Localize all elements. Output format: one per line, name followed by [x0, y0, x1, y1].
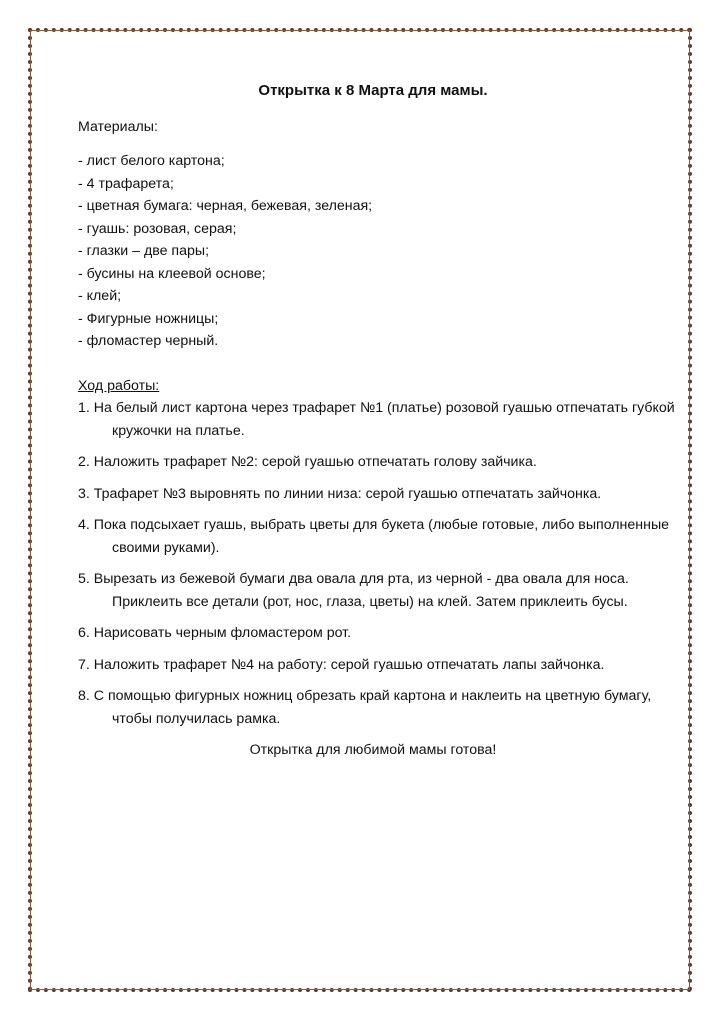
steps-list: [78, 397, 688, 730]
material-item: - 4 трафарета;: [78, 175, 174, 192]
document-title: Открытка к 8 Марта для мамы.: [258, 82, 488, 99]
closing-text: Открытка для любимой мамы готова!: [249, 742, 497, 758]
material-item: - бусины на клеевой основе;: [78, 265, 266, 282]
material-item: - клей;: [78, 288, 122, 304]
steps-heading: Ход работы:: [78, 377, 160, 394]
materials-list: [78, 150, 688, 353]
material-item: - Фигурные ножницы;: [78, 310, 219, 327]
step-item: 8. С помощью фигурных ножниц обрезать край картона и наклеить на цветную бумагу, чтобы получилась рамка.: [78, 688, 652, 727]
material-item: - гуашь: розовая, серая;: [78, 220, 237, 237]
material-item: - цветная бумага: черная, бежевая, зеленая;: [78, 198, 373, 214]
step-item: 1. На белый лист картона через трафарет №1 (платье) розовой гуашью отпечатать губкой кружочки на платье.: [78, 400, 675, 439]
step-item: 7. Наложить трафарет №4 на работу: серой гуашью отпечатать лапы зайчонка.: [78, 656, 605, 673]
step-item: 5. Вырезать из бежевой бумаги два овала для рта, из черной - два овала для носа. Приклеить все детали (рот, нос, глаза, цветы) на клей. Затем приклеить бусы.: [78, 571, 629, 610]
document-content: [78, 80, 688, 762]
material-item: - лист белого картона;: [78, 153, 225, 169]
material-item: - фломастер черный.: [78, 333, 219, 349]
step-item: 4. Пока подсыхает гуашь, выбрать цветы для букета (любые готовые, либо выполненные своими руками).: [78, 517, 670, 556]
material-item: - глазки – две пары;: [78, 243, 210, 259]
step-item: 2. Наложить трафарет №2: серой гуашью отпечатать голову зайчика.: [78, 454, 537, 470]
materials-heading: Материалы:: [78, 118, 158, 135]
step-item: 6. Нарисовать черным фломастером рот.: [78, 625, 352, 641]
step-item: 3. Трафарет №3 выровнять по линии низа: серой гуашью отпечатать зайчонка.: [78, 485, 602, 502]
